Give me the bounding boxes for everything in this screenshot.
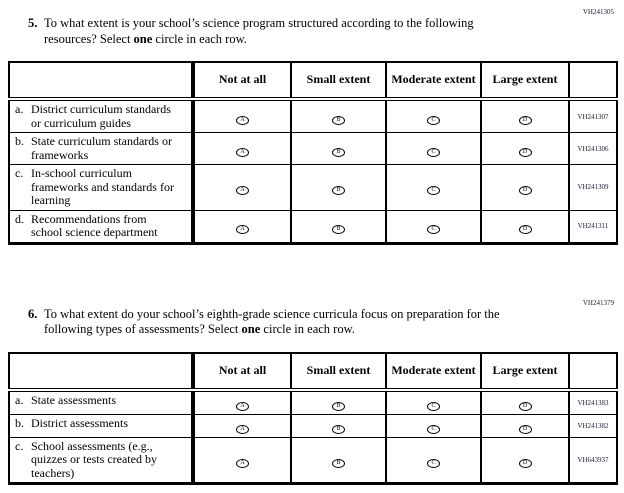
row-label: School assessments (e.g., quizzes or tests created by teachers) <box>31 438 157 480</box>
question-5-prompt <box>28 16 624 47</box>
row-letter: d. <box>15 211 24 226</box>
response-oval-a[interactable] <box>236 148 249 157</box>
answer-cell <box>386 133 481 165</box>
row-code: VH241311 <box>569 210 617 243</box>
row-label: Recommendations from school science department <box>31 211 158 239</box>
answer-cell <box>291 390 386 415</box>
row-label-cell <box>9 437 193 484</box>
answer-cell <box>481 133 569 165</box>
oval-letter: C <box>431 402 436 409</box>
prompt-bold-word: one <box>133 31 153 46</box>
row-code: VH643937 <box>569 437 617 484</box>
table-row <box>9 437 617 484</box>
table-row <box>9 133 617 165</box>
row-letter: c. <box>15 166 24 180</box>
answer-cell <box>481 99 569 133</box>
answer-cell <box>386 210 481 243</box>
question-number: 6. <box>28 306 38 321</box>
response-oval-a[interactable] <box>236 402 249 411</box>
response-oval-c[interactable] <box>427 425 440 434</box>
answer-cell <box>291 210 386 243</box>
response-oval-d[interactable] <box>519 186 532 195</box>
oval-letter: C <box>431 116 436 123</box>
response-oval-a[interactable] <box>236 459 249 468</box>
response-oval-b[interactable] <box>332 459 345 468</box>
row-letter: a. <box>15 102 24 116</box>
answer-cell <box>291 99 386 133</box>
oval-letter: B <box>336 187 341 194</box>
answer-cell <box>481 414 569 437</box>
oval-letter: D <box>522 226 528 232</box>
question-text <box>44 16 486 47</box>
question-6-prompt <box>28 307 624 338</box>
answer-cell <box>193 210 291 243</box>
response-oval-c[interactable] <box>427 402 440 411</box>
oval-letter: B <box>336 459 341 466</box>
prompt-suffix: circle in each row. <box>152 31 247 46</box>
answer-cell <box>481 210 569 243</box>
oval-letter: C <box>431 226 436 232</box>
prompt-suffix: circle in each row. <box>260 322 355 336</box>
stub-header-cell <box>9 353 193 390</box>
oval-letter: B <box>336 116 341 123</box>
response-oval-c[interactable] <box>427 116 440 125</box>
answer-cell <box>193 133 291 165</box>
answer-cell <box>386 390 481 415</box>
answer-cell <box>291 133 386 165</box>
oval-letter: D <box>522 425 528 432</box>
row-code: VH241383 <box>569 390 617 415</box>
column-header-2: Small extent <box>291 353 386 390</box>
answer-cell <box>481 165 569 211</box>
row-label-cell <box>9 390 193 415</box>
answer-cell <box>386 99 481 133</box>
answer-cell <box>481 437 569 484</box>
question-5-response-grid <box>8 61 618 245</box>
answer-cell <box>193 437 291 484</box>
response-oval-c[interactable] <box>427 459 440 468</box>
row-label: In-school curriculum frameworks and standards for learning <box>31 166 174 207</box>
response-oval-b[interactable] <box>332 402 345 411</box>
oval-letter: B <box>336 425 341 432</box>
oval-letter: D <box>522 402 528 409</box>
row-label: State assessments <box>31 392 116 407</box>
response-oval-d[interactable] <box>519 425 532 434</box>
oval-letter: A <box>240 425 245 432</box>
oval-letter: B <box>336 148 341 155</box>
oval-letter: A <box>240 187 245 194</box>
row-letter: b. <box>15 415 24 430</box>
response-oval-b[interactable] <box>332 186 345 195</box>
table-row <box>9 390 617 415</box>
response-oval-b[interactable] <box>332 225 345 234</box>
row-label-cell <box>9 99 193 133</box>
row-letter: c. <box>15 438 24 453</box>
response-oval-c[interactable] <box>427 148 440 157</box>
answer-cell <box>291 414 386 437</box>
question-6-accession-code: VH241379 <box>582 298 614 307</box>
row-label-cell <box>9 414 193 437</box>
oval-letter: A <box>240 459 245 466</box>
column-header-3: Moderate extent <box>386 62 481 99</box>
oval-letter: C <box>431 148 436 155</box>
answer-cell <box>386 165 481 211</box>
answer-cell <box>291 165 386 211</box>
response-oval-c[interactable] <box>427 225 440 234</box>
oval-letter: A <box>240 148 245 155</box>
oval-letter: D <box>522 187 528 194</box>
answer-cell <box>193 414 291 437</box>
response-oval-b[interactable] <box>332 148 345 157</box>
row-label: State curriculum standards or frameworks <box>31 134 172 162</box>
table-row <box>9 165 617 211</box>
response-oval-a[interactable] <box>236 186 249 195</box>
column-header-1: Not at all <box>193 62 291 99</box>
table-row <box>9 414 617 437</box>
response-oval-c[interactable] <box>427 186 440 195</box>
response-oval-d[interactable] <box>519 148 532 157</box>
row-letter: a. <box>15 392 24 407</box>
answer-cell <box>481 390 569 415</box>
question-6 <box>0 291 624 486</box>
oval-letter: A <box>240 226 245 232</box>
row-code: VH241382 <box>569 414 617 437</box>
column-header-4: Large extent <box>481 62 569 99</box>
stub-header-cell <box>9 62 193 99</box>
question-text <box>44 307 531 338</box>
response-oval-d[interactable] <box>519 459 532 468</box>
oval-letter: D <box>522 459 528 466</box>
response-oval-d[interactable] <box>519 402 532 411</box>
response-oval-b[interactable] <box>332 116 345 125</box>
prompt-bold-word: one <box>241 322 261 336</box>
table-row <box>9 210 617 243</box>
row-code: VH241306 <box>569 133 617 165</box>
row-label: District curriculum standards or curriculum guides <box>31 102 171 130</box>
prompt-prefix: To what extent is your school’s science program structured according to the following resources? Select <box>44 16 474 46</box>
column-header-2: Small extent <box>291 62 386 99</box>
row-code: VH241309 <box>569 165 617 211</box>
row-label-cell <box>9 133 193 165</box>
response-oval-a[interactable] <box>236 225 249 234</box>
answer-cell <box>193 99 291 133</box>
question-6-response-grid <box>8 352 618 486</box>
response-oval-b[interactable] <box>332 425 345 434</box>
question-5-accession-code: VH241305 <box>582 8 614 16</box>
question-number: 5. <box>28 16 38 30</box>
oval-letter: A <box>240 402 245 409</box>
row-label-cell <box>9 210 193 243</box>
oval-letter: A <box>240 116 245 123</box>
response-oval-a[interactable] <box>236 116 249 125</box>
answer-cell <box>386 414 481 437</box>
oval-letter: C <box>431 187 436 194</box>
answer-cell <box>193 390 291 415</box>
oval-letter: D <box>522 116 528 123</box>
header-row <box>9 62 617 99</box>
column-header-3: Moderate extent <box>386 353 481 390</box>
column-header-1: Not at all <box>193 353 291 390</box>
oval-letter: D <box>522 148 528 155</box>
table-row <box>9 99 617 133</box>
answer-cell <box>193 165 291 211</box>
answer-cell <box>386 437 481 484</box>
question-5 <box>0 0 624 245</box>
row-code: VH241307 <box>569 99 617 133</box>
row-letter: b. <box>15 134 24 148</box>
oval-letter: C <box>431 425 436 432</box>
column-header-4: Large extent <box>481 353 569 390</box>
oval-letter: C <box>431 459 436 466</box>
response-oval-a[interactable] <box>236 425 249 434</box>
code-header-cell <box>569 353 617 390</box>
response-oval-d[interactable] <box>519 116 532 125</box>
header-row <box>9 353 617 390</box>
row-label: District assessments <box>31 415 128 430</box>
oval-letter: B <box>336 226 341 232</box>
row-label-cell <box>9 165 193 211</box>
answer-cell <box>291 437 386 484</box>
code-header-cell <box>569 62 617 99</box>
response-oval-d[interactable] <box>519 225 532 234</box>
prompt-prefix: To what extent do your school’s eighth-grade science curricula focus on preparation for the following types of assessments? Select <box>44 306 500 336</box>
oval-letter: B <box>336 402 341 409</box>
